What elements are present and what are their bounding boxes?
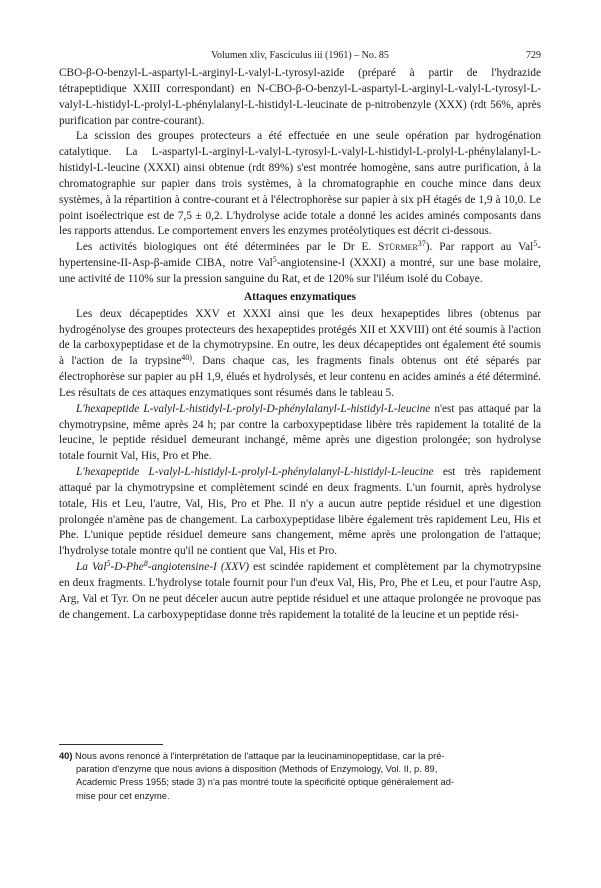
text: -D-Phe [110,561,144,574]
text: ). Par rapport au Val [425,241,534,254]
paragraph-deprotection: La scission des groupes protecteurs a été effectuée en une seule opération par hydrogénation catalytique. La L-aspartyl-L-arginyl-L-valyl-L-tyrosyl-L-valyl-L-histidyl-L-prolyl-L-phénylalanyl-L-histidyl-L-leucine (XXXI) ainsi obtenue (rdt 89%) s'est montrée homogène, sans autre purification, à la chromatographie sur papier dans trois systèmes, à la chromatographie en couche mince dans deux systèmes, à la répartition à contre-courant et à l'électrophorèse sur papier à six pH étagés de 1,9 à 10,0. Le point isoélectrique est de 7,5 ± 0,2. L'hydrolyse acide totale a donné les acides aminés composants dans les rapports attendus. Le comportement envers les enzymes protéolytiques est décrit ci-dessous. [59,130,541,238]
footnote-line: mise pour cet enzyme. [76,790,170,801]
reference-mark: 37 [417,239,426,249]
running-title: Volumen xliv, Fasciculus iii (1961) – No. 85 [211,50,389,61]
italic-compound-name: L'hexapeptide L-valyl-L-histidyl-L-prolyl-L-phénylalanyl-L-histidyl-L-leucine [76,466,434,479]
paragraph-continued: CBO-β-O-benzyl-L-aspartyl-L-arginyl-L-valyl-L-tyrosyl-azide (préparé à partir de l'hydrazide tétrapeptidique XXIII correspondant) en N-CBO-β-O-benzyl-L-aspartyl-L-arginyl-L-valyl-L-tyrosyl-L-valyl-L-histidyl-L-prolyl-L-phénylalanyl-L-histidyl-L-leucinate de p-nitrobenzyle (XXX) (rdt 56%, après purification par contre-courant). [59,67,541,127]
superscript: 5 [272,255,277,265]
text: -angiotensine-I (XXV) [147,561,250,574]
footnote [59,750,541,803]
paragraph-biological-activity [59,240,541,288]
superscript: 5 [106,559,111,569]
footnote-line: Academic Press 1955; stade 3) n'a pas montré toute la spécificité optique généralement ad- [76,777,454,788]
superscript: 5 [533,239,538,249]
text: est scindée rapidement et complètement par la chymotrypsine en deux fragments. L'hydrolyse totale fournit pour l'un d'eux Val, His, Pro, Phe et Leu, et pour l'autre Asp, Arg, Val et Tyr. On ne peut déceler aucun autre peptide résiduel et une attaque prolongée ne provoque pas de changement. La carboxypeptidase donne très rapidement la totalité de la leucine et un peptide rési- [59,561,541,621]
paragraph-enzymatic-intro [59,307,541,402]
paragraph-d-phe-hexapeptide [59,402,541,465]
footnote-line: Nous avons renoncé à l'interprétation de l'attaque par la leucinaminopeptidase, car la pré- [75,751,445,761]
text: -hypertensine-II-Asp-β-amide CIBA, notre Val [59,241,541,270]
page-number: 729 [526,50,541,61]
text: La Val [76,561,107,574]
main-text [59,66,541,624]
text: -angiotensine-I (XXXI) a montré, sur une base molaire, une activité de 110% sur la pression sanguine du Rat, et de 120% sur l'iléum isolé du Cobaye. [59,257,541,285]
footnote-line: paration d'enzyme que nous avions à disposition (Methods of Enzymology, Vol. II, p. 89, [76,764,438,775]
superscript: 8 [143,559,148,569]
text: Les deux décapeptides XXV et XXXI ainsi que les deux hexapeptides libres (obtenus par hydrogénolyse des groupes protecteurs des hexapeptides protégés XII et XXVIII) ont été soumis à l'action de la carboxypeptidase et de la chymotrypsine. En outre, les deux décapeptides ont également été soumis à l'action de la trypsine [59,307,541,368]
text: est très rapidement attaqué par la chymotrypsine et complètement scindé en deux fragments. L'un fournit, après hydrolyse totale, His et Leu, l'autre, Val, His, Pro et Phe. Il n'y a aucun autre peptide résiduel et une digestion prolongée n'amène pas de changement. La carboxypeptidase libère également très rapidement Leu, His et Phe. L'unique peptide résiduel demeure sans changement, même après une prolongation de l'attaque; l'hydrolyse totale montre qu'il ne contient que Val, His et Pro. [59,466,541,558]
italic-compound-name: L'hexapeptide L-valyl-L-histidyl-L-prolyl-D-phénylalanyl-L-histidyl-L-leucine [76,402,431,415]
paragraph-l-phe-hexapeptide [59,465,541,560]
text: Les activités biologiques ont été déterminées par le Dr E. [76,241,379,254]
italic-compound-name [76,561,249,573]
paragraph-angiotensine [59,560,541,623]
footnote-number: 40) [59,751,73,761]
running-header [59,49,541,63]
text: . Dans chaque cas, les fragments finals obtenus ont été séparés par électrophorèse sur papier au pH 1,9, élués et hydrolysés, et leur contenu en acides aminés a été déterminé. Les résultats de ces attaques enzymatiques sont résumés dans le tableau 5. [59,355,541,399]
footnote-divider [59,744,163,745]
author-name: Stürmer [378,241,418,254]
text: n'est pas attaqué par la chymotrypsine, même après 24 h; par contre la carboxypeptidase libère très rapidement la totalité de la leucine, le peptide résiduel demeurant inchangé, même après une digestion prolongée; son hydrolyse totale fournit Val, His, Pro et Phe. [59,402,542,463]
section-heading: Attaques enzymatiques [243,290,357,303]
footnote-reference: 40) [181,353,192,363]
